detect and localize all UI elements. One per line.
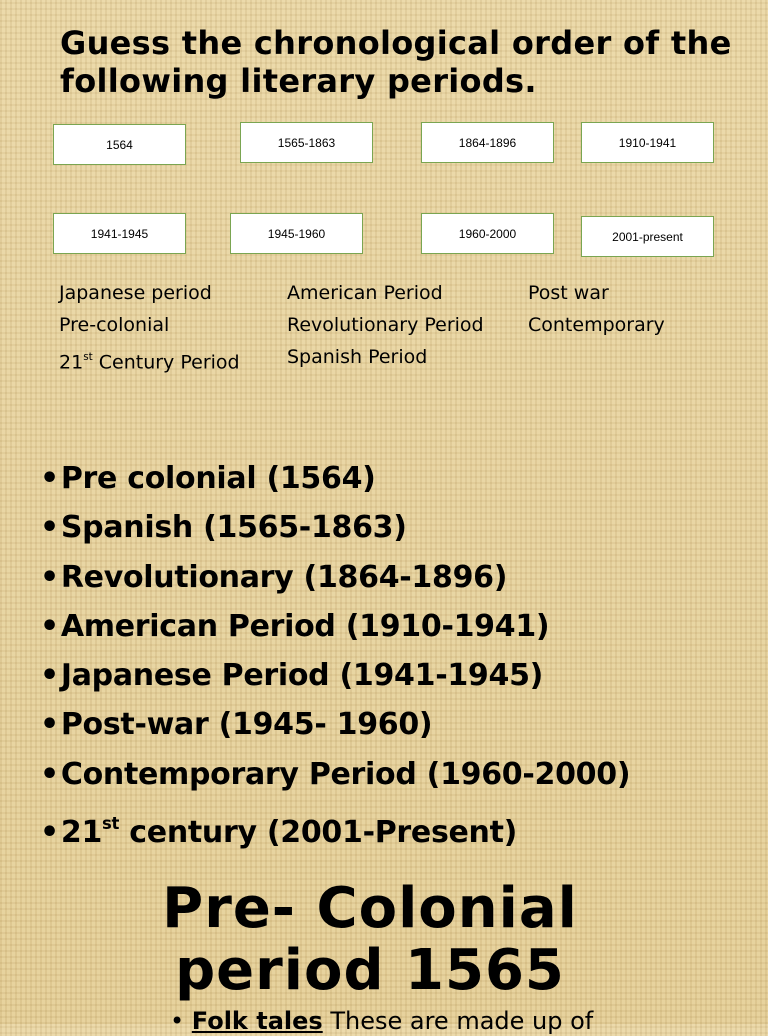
answer-text: Revolutionary (1864-1896) [60,559,508,595]
bullet-glyph: • [40,559,59,595]
answer-number: 21 [60,815,103,851]
bullet-text: These are made up of [322,1007,594,1035]
year-box: 1564 [53,124,186,165]
answer-item [40,750,630,799]
period-option: Revolutionary Period [287,314,484,336]
answer-text: Pre colonial (1564) [60,461,376,496]
bullet-glyph: • [40,608,59,644]
quiz-title: Guess the chronological order of the following literary periods. [60,24,732,100]
answer-slide [0,440,768,860]
section-bullet [170,1006,593,1036]
answer-text: Post-war (1945- 1960) [60,707,433,743]
bullet-glyph: • [40,707,59,743]
section-heading-line: Pre- Colonial [162,876,578,941]
bullet-glyph: • [170,1007,192,1035]
year-box: 1910-1941 [581,122,714,163]
period-option: Post war [528,282,609,304]
answer-item [40,503,630,552]
answer-item [40,700,630,749]
answer-item [40,602,630,651]
answer-item [40,651,630,700]
year-box: 1945-1960 [230,213,363,254]
period-option [59,346,240,373]
quiz-slide [0,0,768,440]
answer-superscript: st [102,814,120,834]
bullet-glyph: • [40,461,59,496]
period-option: Contemporary [528,314,665,336]
answer-text: century (2001-Present) [119,815,518,851]
section-heading [0,878,740,1002]
bullet-glyph: • [40,815,59,851]
year-box: 1941-1945 [53,213,186,254]
period-option: Japanese period [59,282,212,304]
answer-text: Japanese Period (1941-1945) [60,658,544,694]
year-box: 1864-1896 [421,122,554,163]
answer-text: Spanish (1565-1863) [60,510,407,546]
bullet-glyph: • [40,756,59,792]
period-option: Pre-colonial [59,314,170,336]
period-option-superscript: st [83,351,93,363]
period-option-rest: Century Period [92,351,240,374]
answer-text: Contemporary Period (1960-2000) [60,756,631,792]
answer-item [40,553,630,602]
bullet-glyph: • [40,658,59,694]
answer-text: American Period (1910-1941) [60,608,550,644]
answer-list [40,454,630,858]
period-option: American Period [287,282,443,304]
period-option: Spanish Period [287,346,428,368]
bullet-term: Folk tales [191,1007,323,1035]
year-box: 1565-1863 [240,122,373,163]
period-option-number: 21 [59,351,84,374]
answer-item [40,799,630,857]
answer-item [40,454,630,503]
bullet-glyph: • [40,510,59,546]
year-box: 2001-present [581,216,714,257]
year-box: 1960-2000 [421,213,554,254]
section-heading-line: period 1565 [175,938,565,1003]
section-slide [0,860,768,1035]
